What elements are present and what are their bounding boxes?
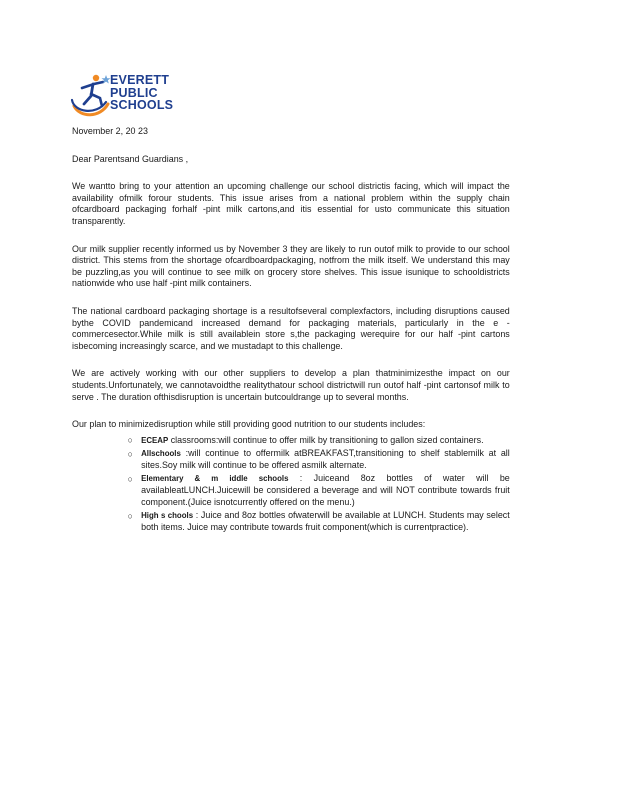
paragraph-1: We wantto bring to your attention an upcoming challenge our school districtis facing, which will impact the availability ofmilk forour students. This issue arises from a national problem within the supply chain ofcardboard packaging forhalf -pint milk cartons,and itis essential for usto communicate this situation transparently. xyxy=(72,181,510,226)
plan-item-text: classrooms:will continue to offer milk by transitioning to gallon sized containers. xyxy=(168,434,484,445)
hollow-circle-bullet-icon: ○ xyxy=(127,435,133,446)
letter-body xyxy=(72,126,510,535)
plan-item-label: Elementary & m iddle schools xyxy=(141,474,289,484)
logo-line-1: EVERETT xyxy=(110,73,170,87)
hollow-circle-bullet-icon: ○ xyxy=(127,473,133,484)
paragraph-4: We are actively working with our other suppliers to develop a plan thatminimizesthe impact on our students.Unfortunately, we cannotavoidthe realitythatour school districtwill run outof half -pint cartonsof milk to serve . The duration ofthisdisruption is uncertain butcouldrange up to several months. xyxy=(72,368,510,402)
logo-line-2: PUBLIC xyxy=(110,85,158,100)
plan-intro: Our plan to minimizedisruption while still providing good nutrition to our students includes: xyxy=(72,419,426,430)
list-item xyxy=(128,473,510,508)
logo-line-3: SCHOOLS xyxy=(110,98,174,112)
plan-item-label: ECEAP xyxy=(141,435,169,445)
plan-item-text: :will continue to offermilk atBREAKFAST,transitioning to shelf stablemilk at all sites.Soy milk will continue to be offered asmilk alternate. xyxy=(141,448,510,470)
plan-item-label: High s chools xyxy=(141,511,194,521)
list-item xyxy=(128,448,510,471)
hollow-circle-bullet-icon: ○ xyxy=(127,510,133,521)
paragraph-3: The national cardboard packaging shortage is a resultofseveral complexfactors, including disruptions caused bythe COVID pandemicand increased demand for packaging materials, particularly in the e -commercesector.While milk is still availablein store s,the packaging werequire for our half -pint cartons isbecoming increasingly scarce, and we mustadapt to this challenge. xyxy=(72,305,510,351)
plan-list xyxy=(72,435,510,534)
letter-greeting: Dear Parentsand Guardians , xyxy=(72,153,189,164)
list-item xyxy=(128,510,510,533)
letter-date: November 2, 20 23 xyxy=(72,126,148,136)
list-item xyxy=(128,435,510,447)
plan-item-text: : Juiceand 8oz bottles of water will be availableatLUNCH.Juicewill be considered a beverage and will NOT contribute towards fruit component.(Juice isnotcurrently offered on the menu.) xyxy=(141,473,510,507)
plan-item-text: : Juice and 8oz bottles ofwaterwill be available at LUNCH. Students may select both items. Juice may contribute towards fruit component(which is currentpractice). xyxy=(141,510,510,532)
logo-wordmark xyxy=(110,74,173,112)
plan-item-label: Allschools xyxy=(141,449,181,459)
hollow-circle-bullet-icon: ○ xyxy=(127,448,133,459)
paragraph-2: Our milk supplier recently informed us by November 3 they are likely to run outof milk to provide to our school district. This stems from the shortage ofcardboardpackaging, notfrom the milk itself. We understand this may be puzzling,as you will continue to see milk on grocery store shelves. This issue isunique to schooldistricts nationwide who use half -pint milk containers. xyxy=(72,243,510,289)
